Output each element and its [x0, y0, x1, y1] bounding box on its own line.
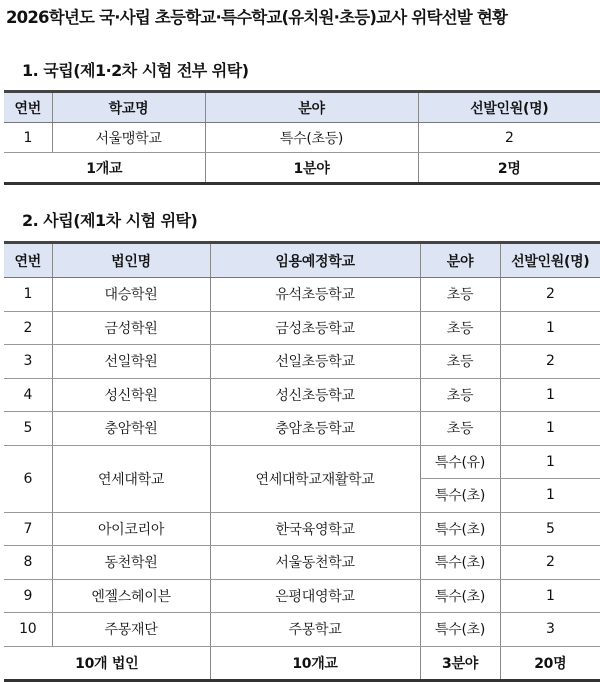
table-row: [4, 345, 600, 379]
cell-count: 2: [500, 345, 600, 379]
table-row: [4, 412, 600, 446]
cell-no: 2: [4, 311, 52, 345]
section-national-heading: 1. 국립(제1·2차 시험 전부 위탁): [22, 61, 249, 80]
total-count: 2명: [418, 153, 600, 184]
cell-count: 2: [500, 278, 600, 312]
cell-school: 연세대학교재활학교: [210, 445, 420, 512]
page-title: 2026학년도 국·사립 초등학교·특수학교(유치원·초등)교사 위탁선발 현황: [6, 8, 508, 27]
col-header-school: 임용예정학교: [210, 243, 420, 278]
total-corps: 10개 법인: [4, 646, 210, 681]
cell-no: 10: [4, 613, 52, 647]
cell-field: 특수(초): [420, 546, 500, 580]
table-row: [4, 311, 600, 345]
total-schools: 1개교: [4, 153, 205, 184]
col-header-corp: 법인명: [52, 243, 210, 278]
cell-count: 1: [500, 579, 600, 613]
table-row: [4, 579, 600, 613]
total-schools: 10개교: [210, 646, 420, 681]
cell-school: 유석초등학교: [210, 278, 420, 312]
cell-corp: 연세대학교: [52, 445, 210, 512]
cell-no: 1: [4, 123, 52, 153]
cell-school: 서울맹학교: [52, 123, 205, 153]
cell-count: 1: [500, 378, 600, 412]
total-fields: 3분야: [420, 646, 500, 681]
cell-school: 서울동천학교: [210, 546, 420, 580]
total-row: [4, 646, 600, 681]
cell-corp: 금성학원: [52, 311, 210, 345]
col-header-count: 선발인원(명): [500, 243, 600, 278]
table-row: [4, 613, 600, 647]
cell-count: 2: [500, 546, 600, 580]
table-row: [4, 378, 600, 412]
cell-corp: 선일학원: [52, 345, 210, 379]
col-header-no: 연번: [4, 243, 52, 278]
cell-count: 1: [500, 311, 600, 345]
cell-corp: 동천학원: [52, 546, 210, 580]
table-header-row: [4, 92, 600, 123]
cell-count: 2: [418, 123, 600, 153]
cell-no: 8: [4, 546, 52, 580]
cell-no: 7: [4, 512, 52, 546]
cell-count: 3: [500, 613, 600, 647]
cell-field: 초등: [420, 345, 500, 379]
col-header-count: 선발인원(명): [418, 92, 600, 123]
col-header-no: 연번: [4, 92, 52, 123]
cell-field: 특수(초): [420, 512, 500, 546]
cell-school: 성신초등학교: [210, 378, 420, 412]
cell-field: 특수(초): [420, 579, 500, 613]
cell-count: 1: [500, 412, 600, 446]
cell-no: 1: [4, 278, 52, 312]
cell-no: 9: [4, 579, 52, 613]
table-header-row: [4, 243, 600, 278]
cell-field: 초등: [420, 278, 500, 312]
total-row: [4, 153, 600, 184]
table-row: [4, 512, 600, 546]
cell-corp: 엔젤스헤이븐: [52, 579, 210, 613]
table-row: [4, 123, 600, 153]
cell-corp: 주몽재단: [52, 613, 210, 647]
cell-corp: 충암학원: [52, 412, 210, 446]
cell-school: 선일초등학교: [210, 345, 420, 379]
table-row: [4, 278, 600, 312]
cell-count: 1: [500, 445, 600, 479]
section-private-heading: 2. 사립(제1차 시험 위탁): [22, 211, 198, 230]
cell-no: 4: [4, 378, 52, 412]
cell-field: 특수(초): [420, 479, 500, 513]
table-row: [4, 445, 600, 479]
cell-no: 3: [4, 345, 52, 379]
cell-field: 초등: [420, 412, 500, 446]
total-count: 20명: [500, 646, 600, 681]
cell-corp: 성신학원: [52, 378, 210, 412]
cell-no: 5: [4, 412, 52, 446]
cell-no: 6: [4, 445, 52, 512]
private-table: [4, 241, 600, 682]
cell-corp: 아이코리아: [52, 512, 210, 546]
col-header-field: 분야: [205, 92, 418, 123]
cell-school: 은평대영학교: [210, 579, 420, 613]
col-header-field: 분야: [420, 243, 500, 278]
cell-corp: 대승학원: [52, 278, 210, 312]
total-fields: 1분야: [205, 153, 418, 184]
cell-count: 1: [500, 479, 600, 513]
col-header-school: 학교명: [52, 92, 205, 123]
cell-school: 충암초등학교: [210, 412, 420, 446]
cell-field: 특수(유): [420, 445, 500, 479]
cell-school: 한국육영학교: [210, 512, 420, 546]
cell-school: 주몽학교: [210, 613, 420, 647]
cell-count: 5: [500, 512, 600, 546]
cell-school: 금성초등학교: [210, 311, 420, 345]
cell-field: 초등: [420, 311, 500, 345]
cell-field: 특수(초): [420, 613, 500, 647]
table-row: [4, 546, 600, 580]
national-table: [4, 90, 600, 185]
cell-field: 특수(초등): [205, 123, 418, 153]
cell-field: 초등: [420, 378, 500, 412]
